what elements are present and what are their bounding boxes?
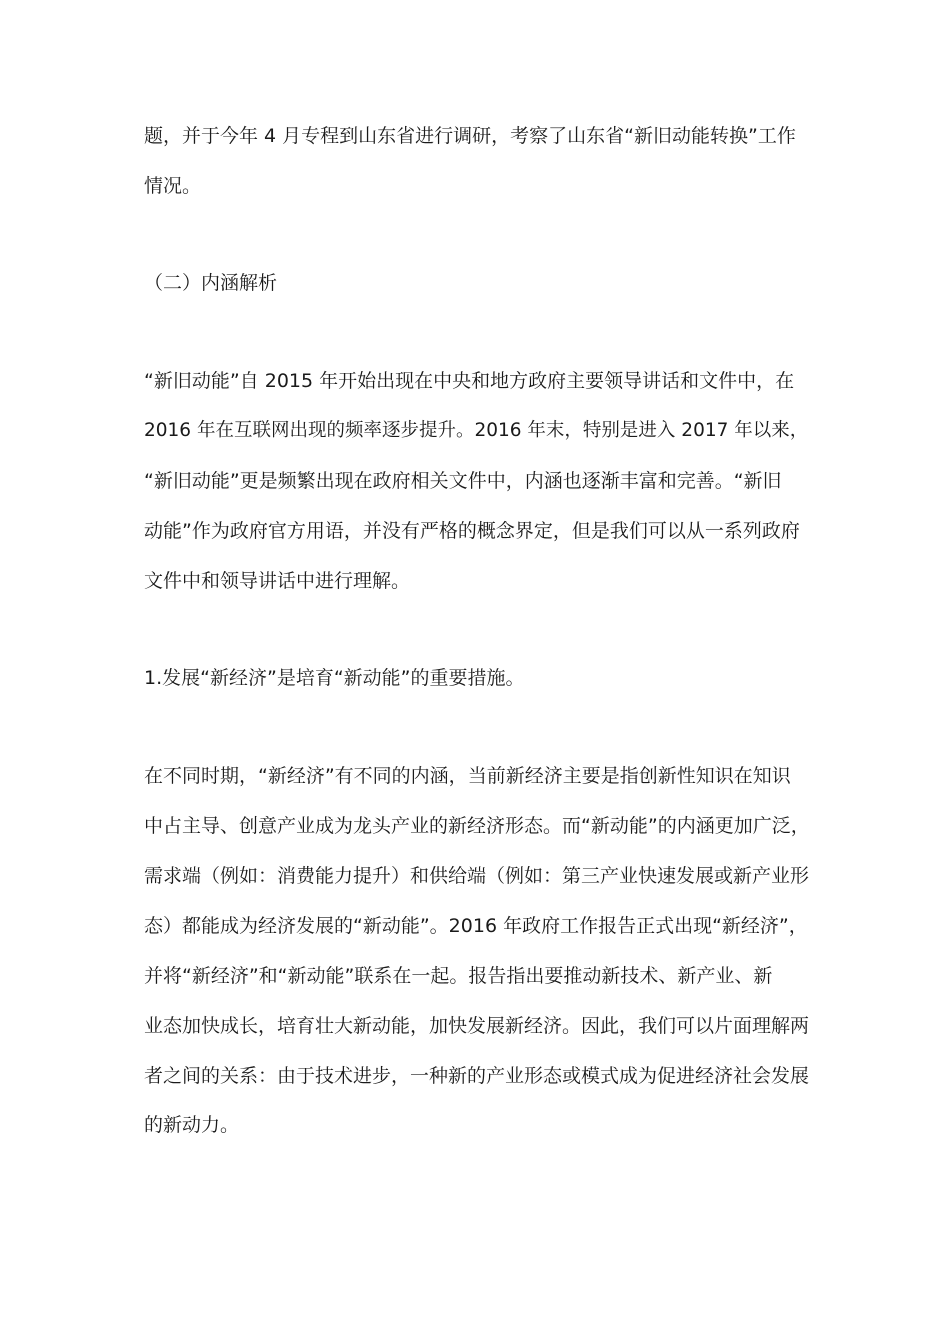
paragraph-line: 2016 年在互联网出现的频率逐步提升。2016 年末，特别是进入 2017 年以来，: [144, 420, 809, 441]
paragraph-line: “新旧动能”更是频繁出现在政府相关文件中，内涵也逐渐丰富和完善。“新旧: [144, 470, 782, 492]
subsection-heading: 1.发展“新经济”是培育“新动能”的重要措施。: [144, 667, 525, 689]
paragraph-line: 中占主导、创意产业成为龙头产业的新经济形态。而“新动能”的内涵更加广泛，: [144, 815, 810, 837]
paragraph-line: 在不同时期，“新经济”有不同的内涵，当前新经济主要是指创新性知识在知识: [144, 765, 791, 787]
paragraph-line: 文件中和领导讲话中进行理解。: [144, 570, 411, 592]
paragraph-line: “新旧动能”自 2015 年开始出现在中央和地方政府主要领导讲话和文件中，在: [144, 370, 795, 392]
paragraph-line: 者之间的关系：由于技术进步，一种新的产业形态或模式成为促进经济社会发展: [144, 1065, 810, 1087]
paragraph-line: 的新动力。: [144, 1114, 240, 1136]
paragraph-line: 动能”作为政府官方用语，并没有严格的概念界定，但是我们可以从一系列政府: [144, 520, 800, 542]
section-heading: （二）内涵解析: [144, 272, 278, 294]
paragraph-line: 业态加快成长，培育壮大新动能，加快发展新经济。因此，我们可以片面理解两: [144, 1015, 810, 1037]
paragraph-line: 题，并于今年 4 月专程到山东省进行调研，考察了山东省“新旧动能转换”工作: [144, 125, 796, 147]
paragraph-line: 并将“新经济”和“新动能”联系在一起。报告指出要推动新技术、新产业、新: [144, 965, 773, 987]
paragraph-line: 态）都能成为经济发展的“新动能”。2016 年政府工作报告正式出现“新经济”，: [144, 915, 808, 937]
paragraph-line: 需求端（例如：消费能力提升）和供给端（例如：第三产业快速发展或新产业形: [144, 865, 810, 887]
paragraph-line: 情况。: [144, 175, 202, 197]
